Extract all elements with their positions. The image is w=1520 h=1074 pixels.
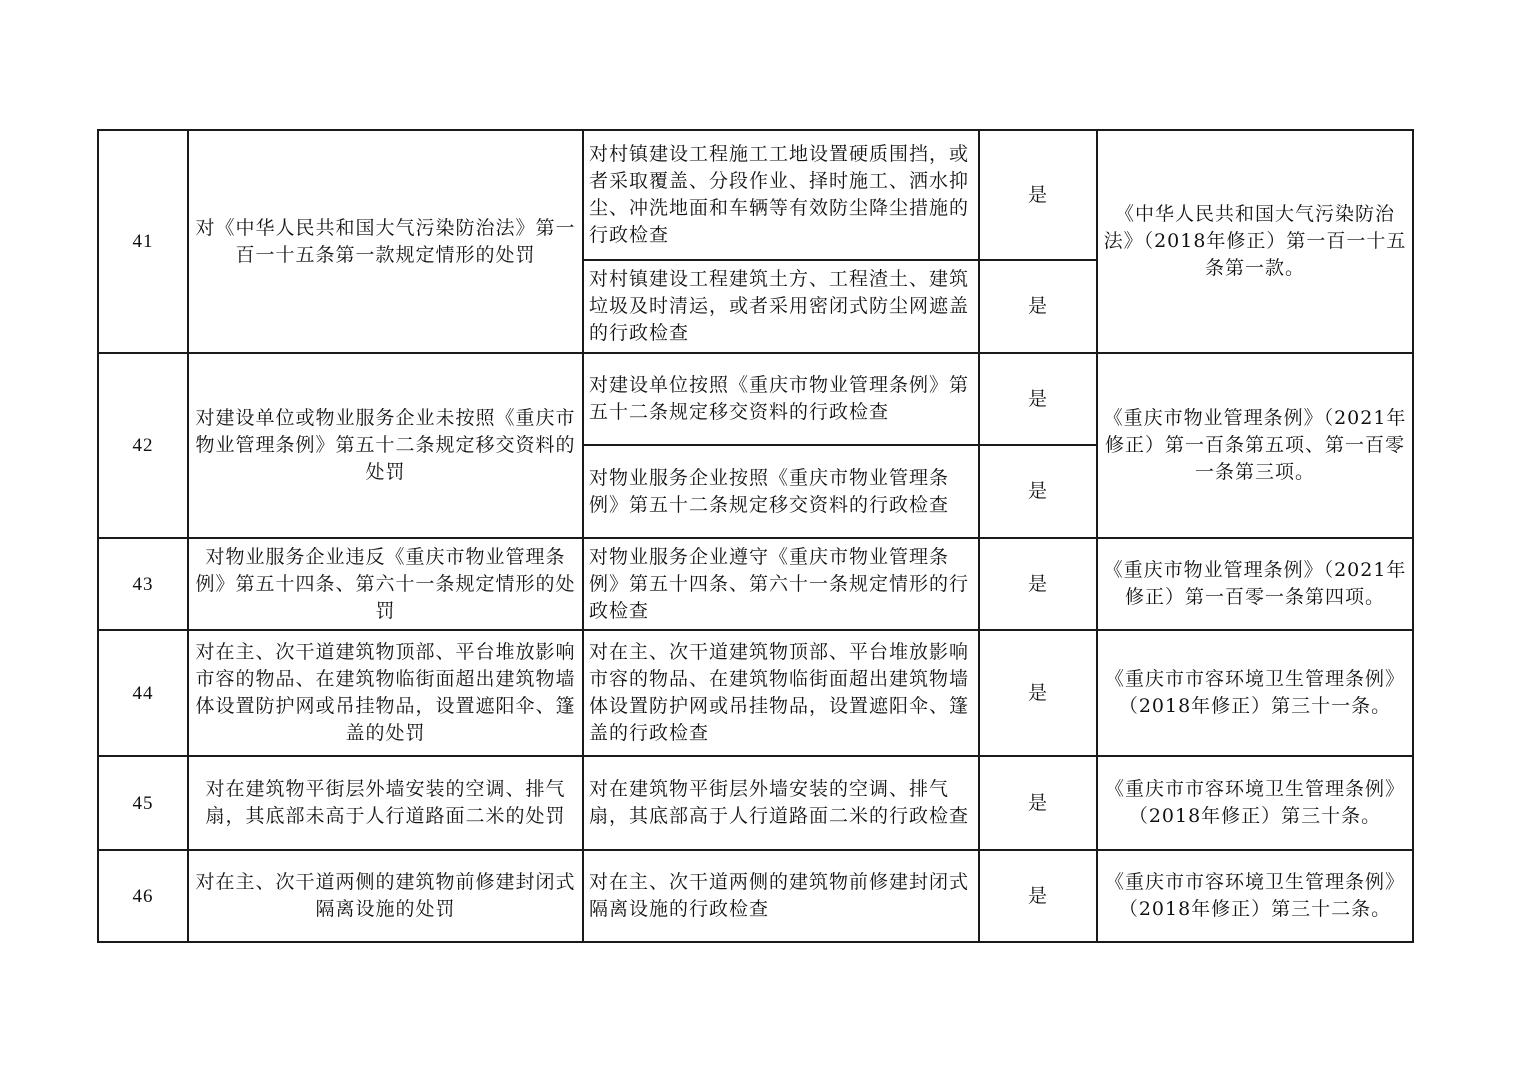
inspection-item: 对物业服务企业遵守《重庆市物业管理条例》第五十四条、第六十一条规定情形的行政检查: [583, 538, 979, 630]
flag-cell: 是: [979, 756, 1097, 850]
inspection-item: 对村镇建设工程施工工地设置硬质围挡，或者采取覆盖、分段作业、择时施工、洒水抑尘、冲洗地面和车辆等有效防尘降尘措施的行政检查: [583, 130, 979, 260]
legal-basis: 《重庆市市容环境卫生管理条例》（2018年修正）第三十二条。: [1097, 850, 1413, 942]
flag-cell: 是: [979, 353, 1097, 445]
row-number: 41: [98, 130, 188, 353]
penalty-item: 对物业服务企业违反《重庆市物业管理条例》第五十四条、第六十一条规定情形的处罚: [188, 538, 583, 630]
penalty-item: 对在建筑物平街层外墙安装的空调、排气扇，其底部未高于人行道路面二米的处罚: [188, 756, 583, 850]
row-number: 45: [98, 756, 188, 850]
enforcement-table: [97, 129, 1414, 943]
inspection-item: 对物业服务企业按照《重庆市物业管理条例》第五十二条规定移交资料的行政检查: [583, 445, 979, 538]
penalty-item: 对在主、次干道两侧的建筑物前修建封闭式隔离设施的处罚: [188, 850, 583, 942]
penalty-item: 对《中华人民共和国大气污染防治法》第一百一十五条第一款规定情形的处罚: [188, 130, 583, 353]
inspection-item: 对在主、次干道建筑物顶部、平台堆放影响市容的物品、在建筑物临街面超出建筑物墙体设置防护网或吊挂物品，设置遮阳伞、篷盖的行政检查: [583, 630, 979, 756]
table-row: [98, 630, 1413, 756]
flag-cell: 是: [979, 445, 1097, 538]
penalty-item: 对建设单位或物业服务企业未按照《重庆市物业管理条例》第五十二条规定移交资料的处罚: [188, 353, 583, 538]
row-number: 43: [98, 538, 188, 630]
table-row: [98, 353, 1413, 445]
table-row: [98, 756, 1413, 850]
row-number: 44: [98, 630, 188, 756]
inspection-item: 对建设单位按照《重庆市物业管理条例》第五十二条规定移交资料的行政检查: [583, 353, 979, 445]
legal-basis: 《重庆市市容环境卫生管理条例》（2018年修正）第三十条。: [1097, 756, 1413, 850]
flag-cell: 是: [979, 130, 1097, 260]
row-number: 42: [98, 353, 188, 538]
flag-cell: 是: [979, 260, 1097, 353]
inspection-item: 对在建筑物平街层外墙安装的空调、排气扇，其底部高于人行道路面二米的行政检查: [583, 756, 979, 850]
row-number: 46: [98, 850, 188, 942]
inspection-item: 对在主、次干道两侧的建筑物前修建封闭式隔离设施的行政检查: [583, 850, 979, 942]
flag-cell: 是: [979, 630, 1097, 756]
penalty-item: 对在主、次干道建筑物顶部、平台堆放影响市容的物品、在建筑物临街面超出建筑物墙体设置防护网或吊挂物品，设置遮阳伞、篷盖的处罚: [188, 630, 583, 756]
flag-cell: 是: [979, 538, 1097, 630]
legal-basis: 《中华人民共和国大气污染防治法》（2018年修正）第一百一十五条第一款。: [1097, 130, 1413, 353]
flag-cell: 是: [979, 850, 1097, 942]
legal-basis: 《重庆市物业管理条例》（2021年修正）第一百条第五项、第一百零一条第三项。: [1097, 353, 1413, 538]
inspection-item: 对村镇建设工程建筑土方、工程渣土、建筑垃圾及时清运，或者采用密闭式防尘网遮盖的行政检查: [583, 260, 979, 353]
legal-basis: 《重庆市市容环境卫生管理条例》（2018年修正）第三十一条。: [1097, 630, 1413, 756]
table-row: [98, 130, 1413, 260]
table-row: [98, 850, 1413, 942]
legal-basis: 《重庆市物业管理条例》（2021年修正）第一百零一条第四项。: [1097, 538, 1413, 630]
table-row: [98, 538, 1413, 630]
